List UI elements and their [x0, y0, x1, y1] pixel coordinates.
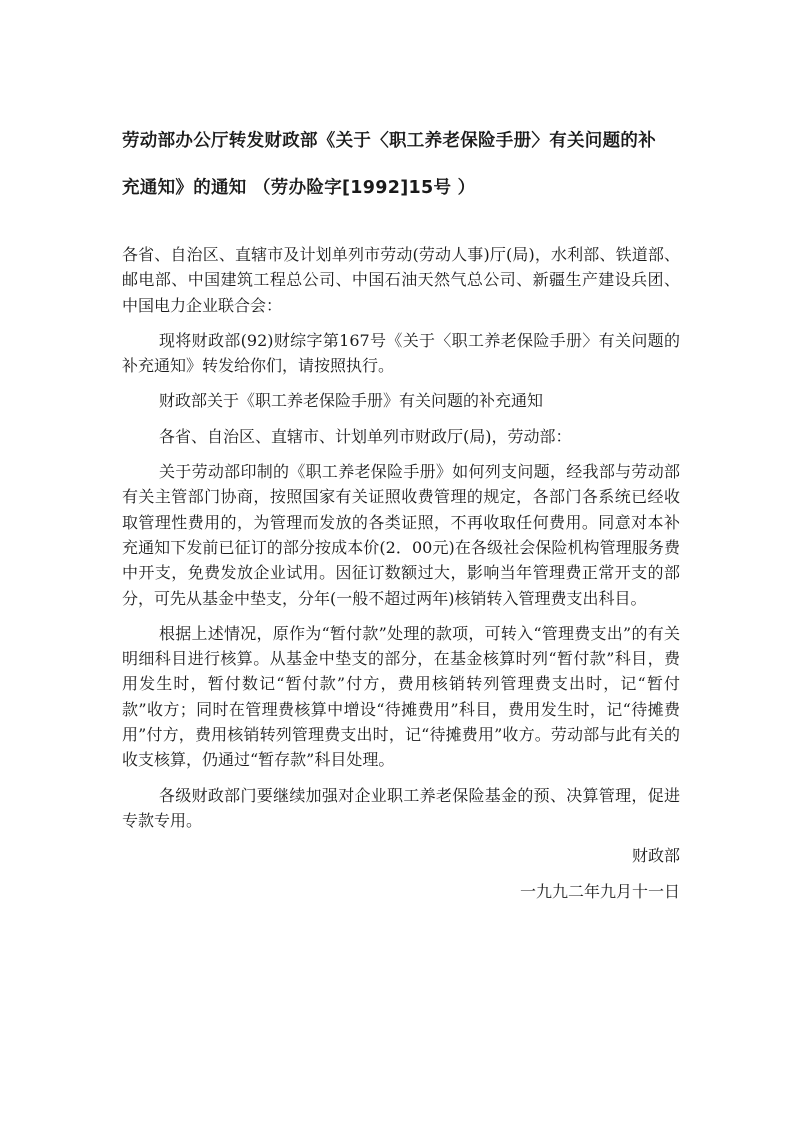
document-body [122, 242, 680, 904]
body-paragraph-accounting: 根据上述情况，原作为“暂付款”处理的款项，可转入“管理费支出”的有关明细科目进行核算。从基金中垫支的部分，在基金核算时列“暂付款”科目，费用发生时，暂付数记“暂付款”付方，费用核销转列管理费支出时，记“暂付款”收方；同时在管理费核算中增设“待摊费用”科目，费用发生时，记“待摊费用”付方，费用核销转列管理费支出时，记“待摊费用”收方。劳动部与此有关的收支核算，仍通过“暂存款”科目处理。 [122, 623, 680, 770]
enclosed-notice-title: 财政部关于《职工养老保险手册》有关问题的补充通知 [159, 391, 544, 411]
document-date: 一九九二年九月十一日 [519, 881, 680, 901]
forwarding-paragraph: 现将财政部(92)财综字第167号《关于〈职工养老保险手册〉有关问题的补充通知》转发给你们，请按照执行。 [122, 330, 680, 376]
body-paragraph-expenses: 关于劳动部印制的《职工养老保险手册》如何列支问题，经我部与劳动部有关主管部门协商，按照国家有关证照收费管理的规定，各部门各系统已经收取管理性费用的，为管理而发放的各类证照，不再收取任何费用。同意对本补充通知下发前已征订的部分按成本价(2．00元)在各级社会保险机构管理服务费中开支，免费发放企业试用。因征订数额过大，影响当年管理费正常开支的部分，可先从基金中垫支，分年(一般不超过两年)核销转入管理费支出科目。 [122, 462, 680, 608]
document-title-line-2: 充通知》的通知 （劳办险字[1992]15号 ） [122, 178, 476, 198]
addressee-paragraph: 各省、自治区、直辖市及计划单列市劳动(劳动人事)厅(局)，水利部、铁道部、邮电部、中国建筑工程总公司、中国石油天然气总公司、新疆生产建设兵团、中国电力企业联合会： [122, 245, 680, 315]
body-paragraph-management: 各级财政部门要继续加强对企业职工养老保险基金的预、决算管理，促进专款专用。 [122, 785, 680, 830]
signature: 财政部 [631, 846, 680, 866]
enclosed-addressee: 各省、自治区、直辖市、计划单列市财政厅(局)，劳动部： [159, 426, 572, 446]
document-title-line-1: 劳动部办公厅转发财政部《关于〈职工养老保险手册〉有关问题的补 [122, 131, 656, 151]
